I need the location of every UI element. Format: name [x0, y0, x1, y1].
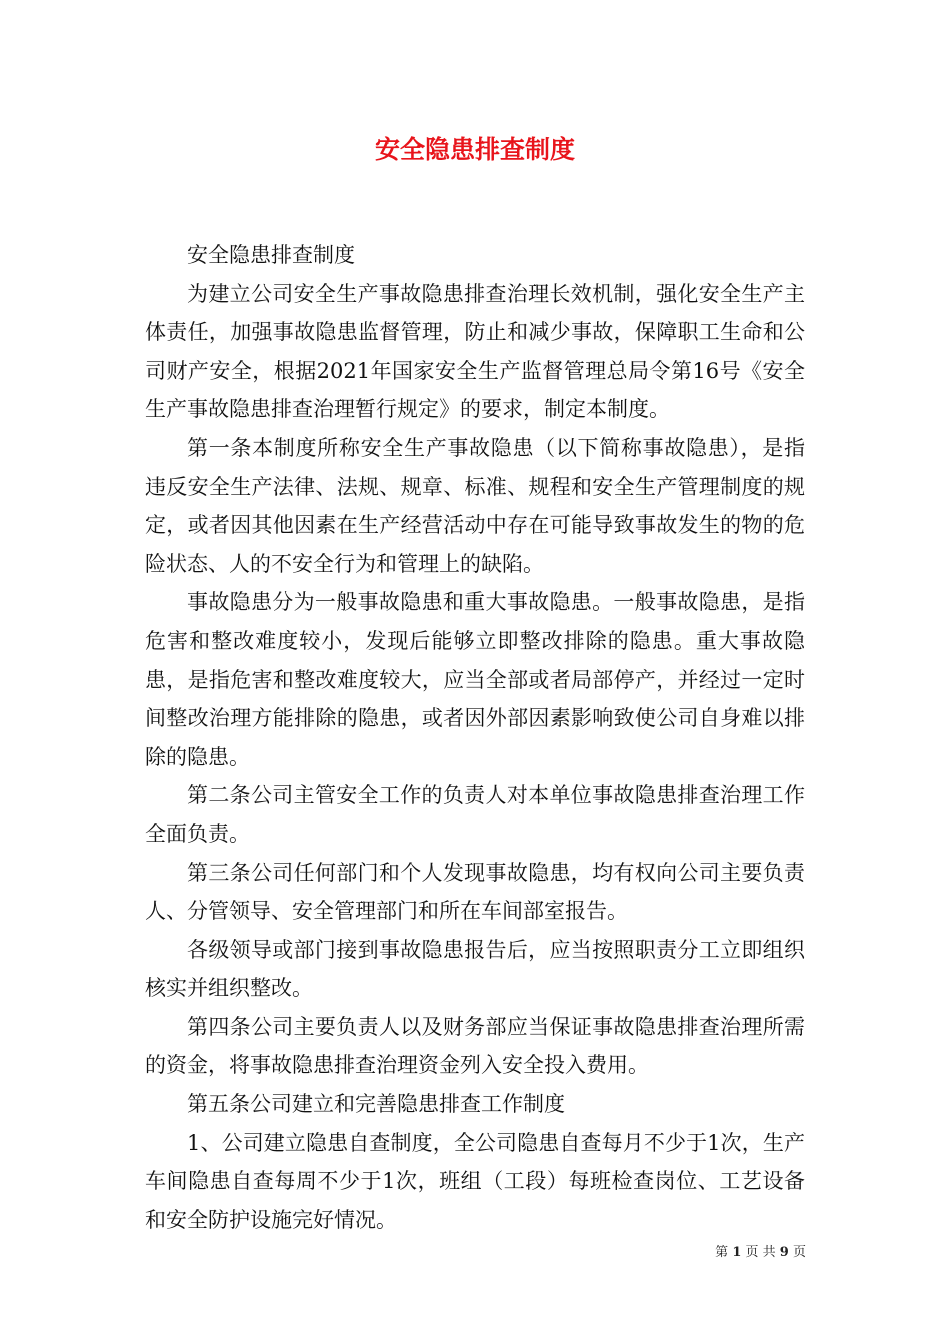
document-title: 安全隐患排查制度 — [374, 135, 575, 164]
footer-suffix: 页 — [792, 1245, 806, 1260]
paragraph: 第五条公司建立和完善隐患排查工作制度 — [187, 1092, 565, 1117]
paragraph: 第四条公司主要负责人以及财务部应当保证事故隐患排查治理所需的资金，将事故隐患排查治理资金列入安全投入费用。 — [145, 1014, 805, 1078]
paragraph: 第二条公司主管安全工作的负责人对本单位事故隐患排查治理工作全面负责。 — [145, 783, 805, 846]
footer-middle: 页 共 — [745, 1245, 776, 1260]
paragraph: 为建立公司安全生产事故隐患排查治理长效机制，强化安全生产主体责任，加强事故隐患监督管理，防止和减少事故，保障职工生命和公司财产安全，根据2021年国家安全生产监督管理总局令第16号《安全生产事故隐患排查治理暂行规定》的要求，制定本制度。 — [145, 281, 805, 422]
current-page-number: 1 — [732, 1245, 742, 1260]
paragraph: 第三条公司任何部门和个人发现事故隐患，均有权向公司主要负责人、分管领导、安全管理部门和所在车间部室报告。 — [145, 860, 805, 924]
document-body — [145, 236, 805, 1239]
paragraph: 1、公司建立隐患自查制度，全公司隐患自查每月不少于1次，生产车间隐患自查每周不少于1次，班组（工段）每班检查岗位、工艺设备和安全防护设施完好情况。 — [145, 1130, 805, 1232]
footer-prefix: 第 — [715, 1245, 729, 1260]
paragraph: 第一条本制度所称安全生产事故隐患（以下简称事故隐患），是指违反安全生产法律、法规、规章、标准、规程和安全生产管理制度的规定，或者因其他因素在生产经营活动中存在可能导致事故发生的物的危险状态、人的不安全行为和管理上的缺陷。 — [145, 435, 805, 576]
paragraph: 各级领导或部门接到事故隐患报告后，应当按照职责分工立即组织核实并组织整改。 — [145, 937, 805, 1001]
page-footer — [715, 1244, 806, 1262]
total-pages-number: 9 — [779, 1245, 789, 1260]
paragraph: 安全隐患排查制度 — [187, 243, 355, 267]
paragraph: 事故隐患分为一般事故隐患和重大事故隐患。一般事故隐患，是指危害和整改难度较小，发现后能够立即整改排除的隐患。重大事故隐患，是指危害和整改难度较大，应当全部或者局部停产，并经过一定时间整改治理方能排除的隐患，或者因外部因素影响致使公司自身难以排除的隐患。 — [145, 590, 805, 769]
